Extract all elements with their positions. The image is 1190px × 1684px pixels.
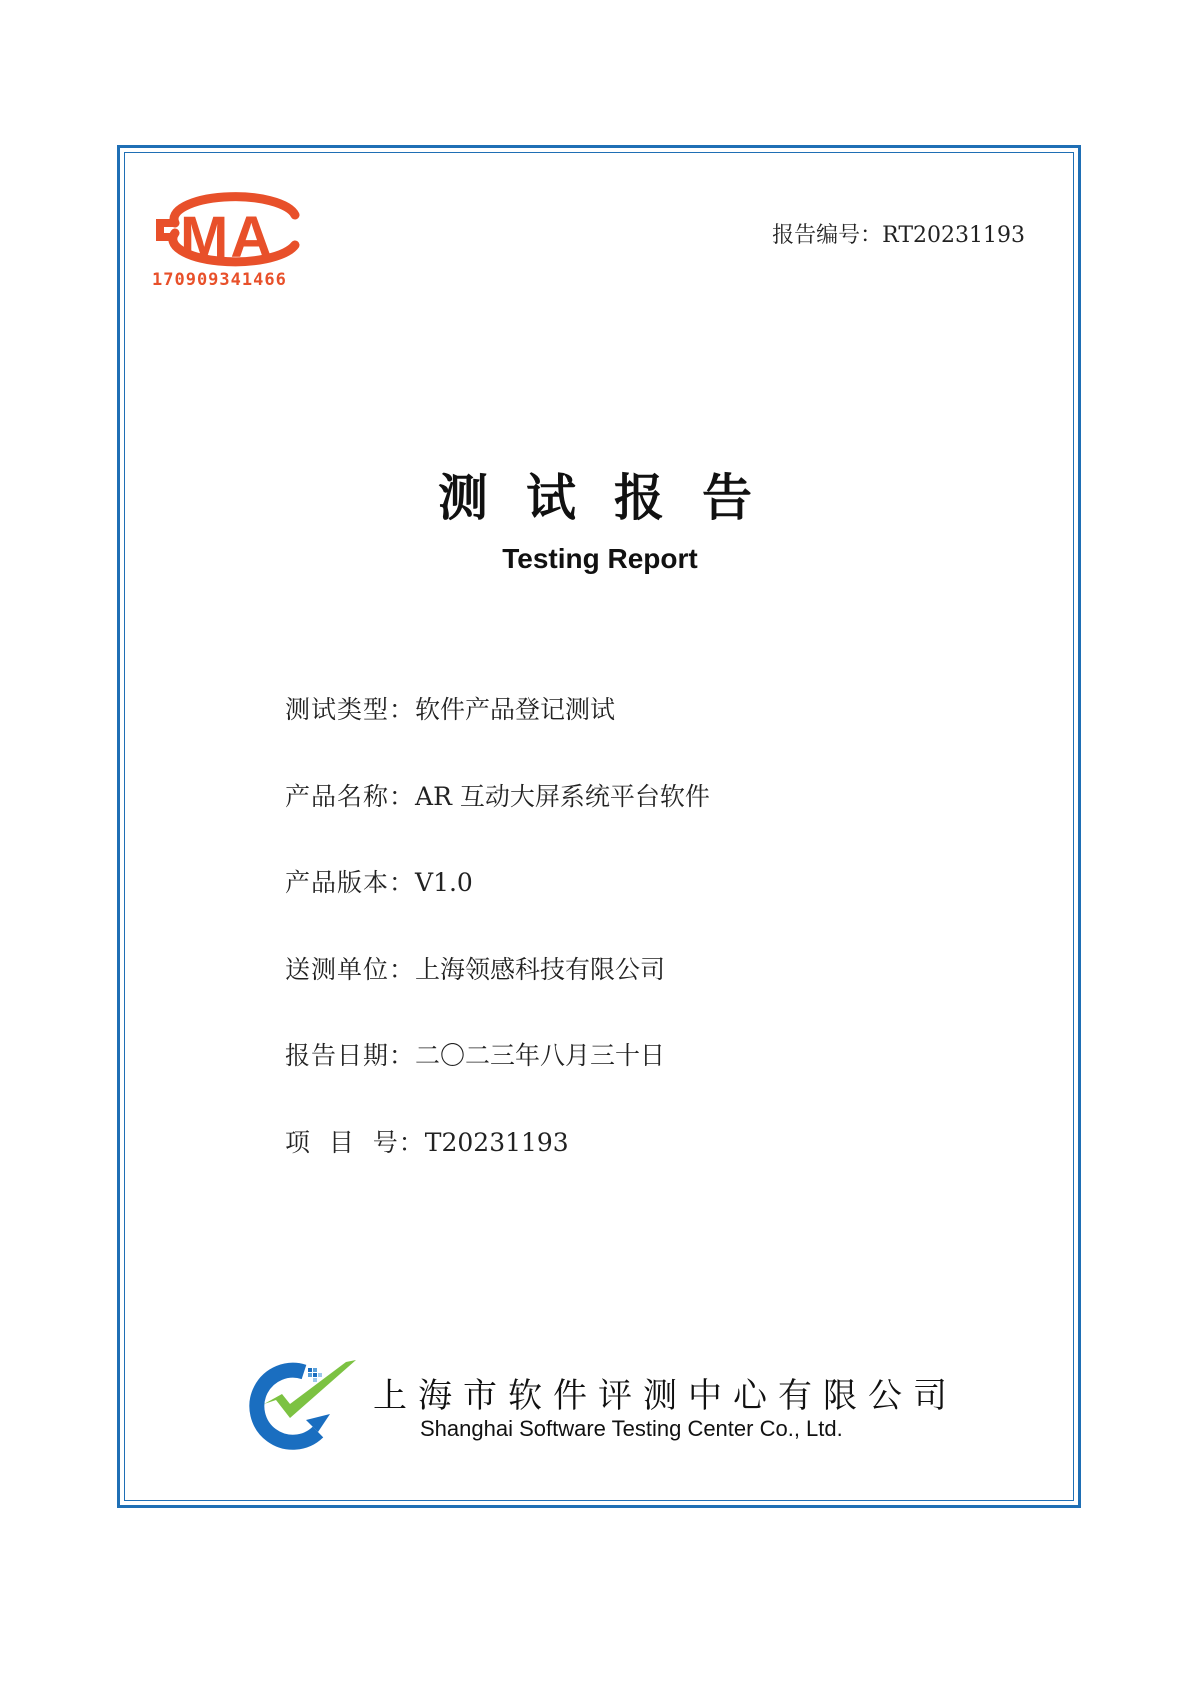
title-english: Testing Report (502, 543, 698, 574)
sstc-logo-icon (246, 1352, 358, 1452)
field-label: 测试类型： (285, 695, 416, 724)
field-value: 软件产品登记测试 (415, 695, 616, 724)
field-test-type (285, 692, 1005, 779)
report-fields (285, 692, 1005, 1211)
company-name-english: Shanghai Software Testing Center Co., Ltd. (420, 1416, 843, 1441)
field-product-version (285, 865, 1005, 952)
svg-text:MA: MA (180, 205, 275, 270)
field-label: 报告日期： (285, 1041, 416, 1070)
field-value: V1.0 (415, 868, 473, 897)
cma-seal-icon (150, 175, 320, 295)
field-product-name (285, 779, 1005, 866)
field-value: 上海领感科技有限公司 (415, 954, 666, 984)
field-submitting-unit (285, 952, 1005, 1039)
company-name-chinese: 上海市软件评测中心有限公司 (373, 1376, 958, 1416)
field-value: AR 互动大屏系统平台软件 (415, 781, 710, 811)
field-label: 产品版本： (285, 868, 416, 897)
field-label: 项 目 号： (285, 1127, 425, 1157)
report-number-label: 报告编号： (772, 223, 883, 248)
field-label: 产品名称： (285, 781, 416, 811)
field-value: T20231193 (424, 1127, 569, 1157)
report-number-value: RT20231193 (882, 223, 1025, 248)
title-chinese: 测试报告 (438, 469, 790, 527)
cma-seal (150, 175, 320, 295)
cma-number: 170909341466 (152, 270, 287, 290)
field-value: 二〇二三年八月三十日 (415, 1041, 666, 1070)
field-project-number (285, 1125, 1005, 1212)
field-label: 送测单位： (285, 954, 416, 984)
field-report-date (285, 1038, 1005, 1125)
report-number (772, 218, 1025, 249)
